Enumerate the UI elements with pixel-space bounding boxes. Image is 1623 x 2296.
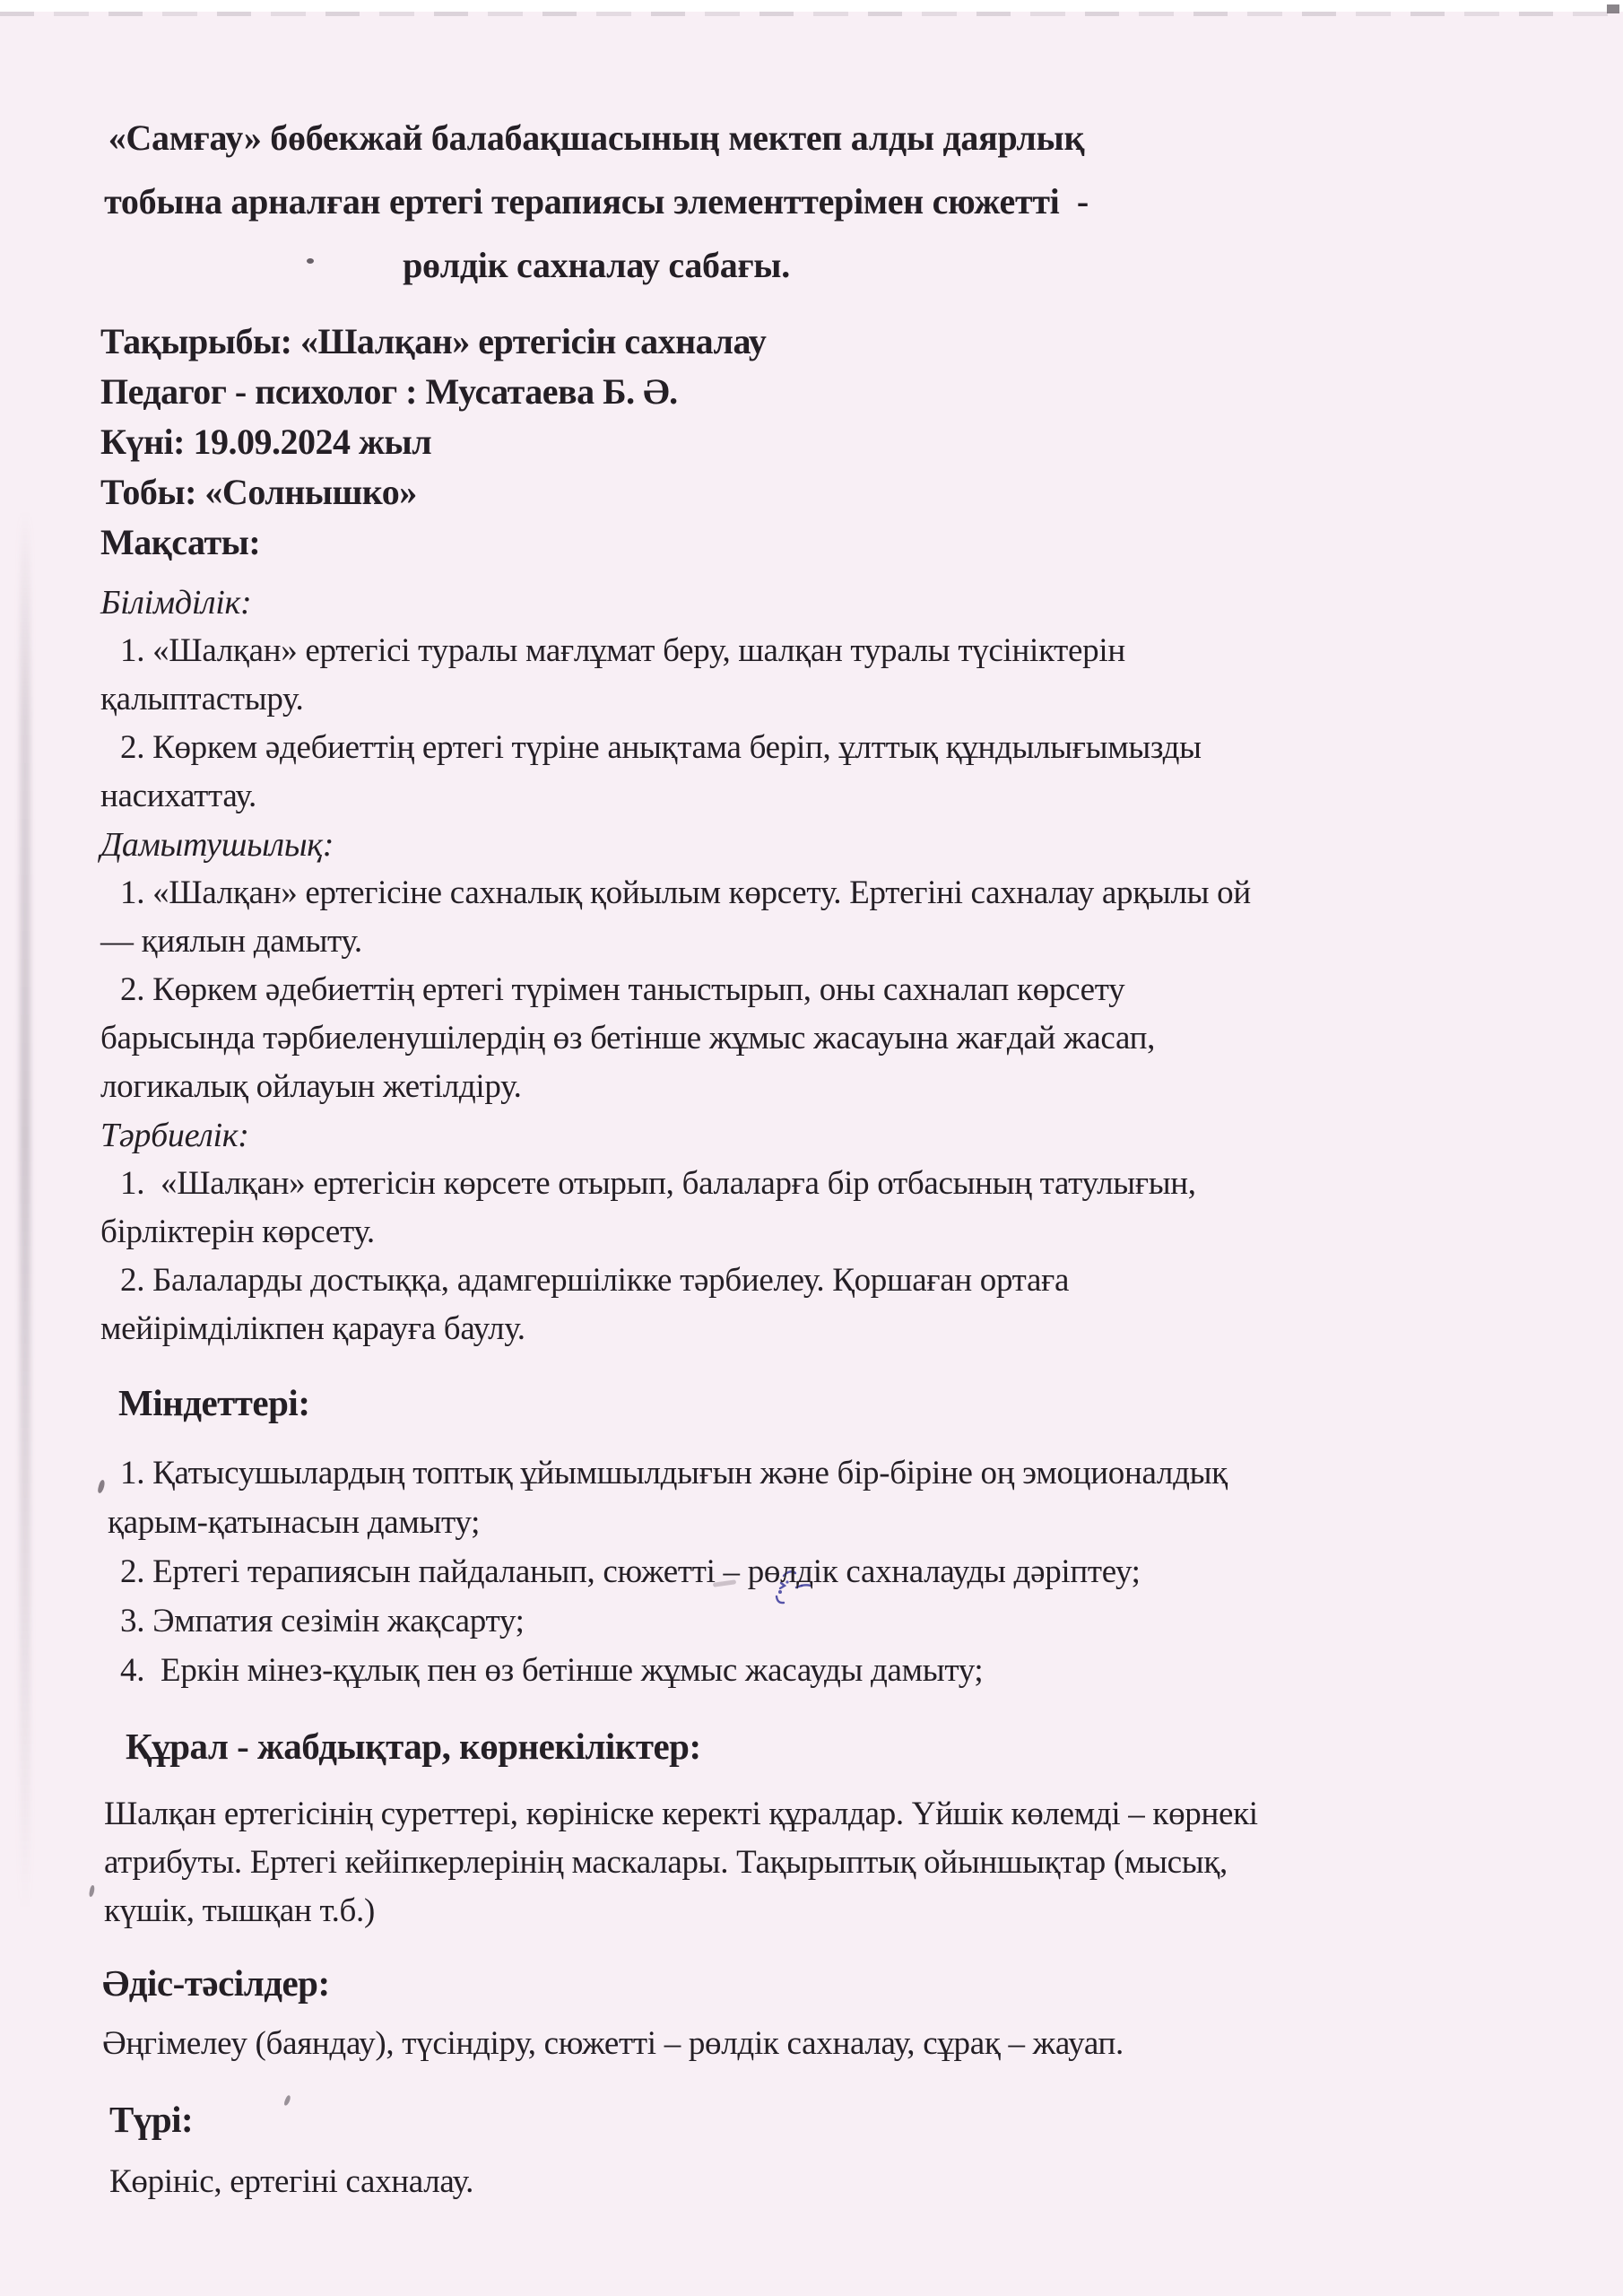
text-line: мейірімділікпен қарауға баулу. <box>100 1310 525 1347</box>
text-line: атрибуты. Ертегі кейіпкерлерінің маскалары. Тақырыптық ойыншықтар (мысық, <box>104 1844 1228 1881</box>
heading-tasks: Міндеттері: <box>118 1382 310 1423</box>
text-line: 1. Қатысушылардың топтық ұйымшылдығын және бір-біріне оң эмоционалдық <box>120 1455 1228 1492</box>
heading-educational: Білімділік: <box>100 584 252 622</box>
text-line: барысында тәрбиеленушілердің өз бетінше жұмыс жасауына жағдай жасап, <box>100 1020 1156 1057</box>
text-line: — қиялын дамыту. <box>100 923 362 960</box>
text-line: бірліктерін көрсету. <box>100 1213 375 1250</box>
text-line: Әңгімелеу (баяндау), түсіндіру, сюжетті – рөлдік сахналау, сұрақ – жауап. <box>102 2025 1124 2062</box>
text-line: 2. Ертегі терапиясын пайдаланып, сюжетті – рөлдік сахналауды дәріптеу; <box>120 1553 1141 1590</box>
heading-equipment: Құрал - жабдықтар, көрнекіліктер: <box>126 1726 701 1767</box>
heading-methods: Әдіс-тәсілдер: <box>102 1962 330 2004</box>
meta-block <box>100 317 1623 568</box>
equipment-section <box>100 1722 1623 1935</box>
type-section <box>100 2095 1623 2206</box>
text-line: Шалқан ертегісінің суреттері, көрініске керекті құралдар. Үйшік көлемді – көрнекі <box>104 1796 1258 1832</box>
tasks-section <box>100 1378 1623 1695</box>
text-line: күшік, тышқан т.б.) <box>104 1892 376 1929</box>
heading-type: Түрі: <box>109 2099 194 2140</box>
goals-section <box>100 578 1623 1353</box>
title-line-1: «Самғау» бөбекжай балабақшасының мектеп алды даярлық <box>108 117 1085 158</box>
text-line: насихаттау. <box>100 778 257 814</box>
text-line: 1. «Шалқан» ертегісіне сахналық қойылым көрсету. Ертегіні сахналау арқылы ой <box>120 874 1251 911</box>
equipment-body <box>100 1790 1623 1935</box>
text-line: логикалық ойлауын жетілдіру. <box>100 1068 522 1105</box>
title-line-2: тобына арналған ертегі терапиясы элементтерімен сюжетті - <box>104 181 1089 222</box>
text-line: 2. Балаларды достыққа, адамгершілікке тәрбиелеу. Қоршаған ортаға <box>120 1262 1070 1299</box>
meta-topic: Тақырыбы: «Шалқан» ертегісін сахналау <box>100 321 767 361</box>
text-line: 4. Еркін мінез-құлық пен өз бетінше жұмыс жасауды дамыту; <box>120 1652 984 1689</box>
title-line-3: рөлдік сахналау сабағы. <box>403 245 790 285</box>
text-line: қалыптастыру. <box>100 681 304 718</box>
text-line: Көрініс, ертегіні сахналау. <box>109 2163 474 2200</box>
heading-developmental: Дамытушылық: <box>100 826 334 864</box>
document-title <box>90 106 1103 297</box>
heading-upbringing: Тәрбиелік: <box>100 1117 249 1154</box>
meta-teacher: Педагог - психолог : Мусатаева Б. Ә. <box>100 371 678 412</box>
methods-section <box>100 1959 1623 2068</box>
meta-date: Күні: 19.09.2024 жыл <box>100 422 432 462</box>
text-line: 3. Эмпатия сезімін жақсарту; <box>120 1603 525 1639</box>
text-line: қарым-қатынасын дамыту; <box>108 1504 481 1541</box>
text-line: 2. Көркем әдебиеттің ертегі түріне анықтама беріп, ұлттық құндылығымызды <box>120 729 1202 766</box>
tasks-items <box>100 1448 1623 1695</box>
meta-group: Тобы: «Солнышко» <box>100 472 417 512</box>
text-line: 2. Көркем әдебиеттің ертегі түрімен таныстырып, оны сахналап көрсету <box>120 971 1125 1008</box>
text-line: 1. «Шалқан» ертегісі туралы мағлұмат беру, шалқан туралы түсініктерін <box>120 632 1125 669</box>
meta-goal-label: Мақсаты: <box>100 522 261 562</box>
text-line: 1. «Шалқан» ертегісін көрсете отырып, балаларға бір отбасының татулығын, <box>120 1165 1196 1202</box>
